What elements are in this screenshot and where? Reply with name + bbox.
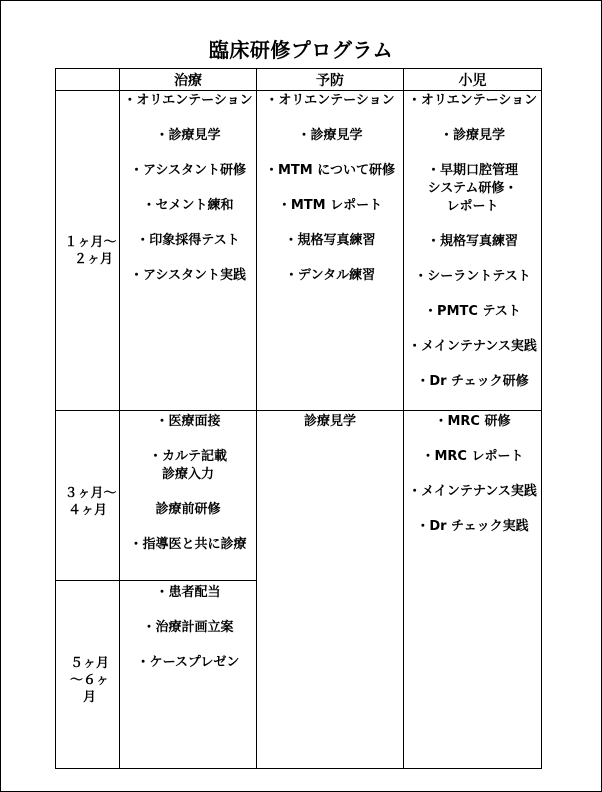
list-item: ・印象採得テスト — [136, 233, 240, 248]
list-item: ・セメント練和 — [142, 198, 234, 213]
list-item: ・MTM レポート — [277, 198, 383, 213]
list-item: ・オリエンテーション — [123, 93, 253, 108]
list-item: ・診療見学 — [439, 128, 505, 143]
list-item: 診療入力 — [161, 467, 214, 482]
period-3 — [56, 655, 119, 706]
row2-prevention-cell — [257, 413, 403, 448]
list-item: ・PMTC テスト — [424, 304, 521, 319]
list-item: ・シーラントテスト — [414, 269, 531, 284]
period-1-line-1: １ヶ月～ — [64, 235, 117, 250]
list-item: ・診療見学 — [155, 128, 221, 143]
table-border-top — [55, 68, 542, 69]
header-treatment: 治療 — [174, 73, 202, 89]
list-item: ・MRC 研修 — [434, 414, 511, 429]
period-1-line-2: ２ヶ月 — [73, 252, 113, 267]
list-item: ・デンタル練習 — [284, 268, 376, 283]
list-item: ・医療面接 — [155, 414, 221, 429]
period-1 — [56, 234, 119, 268]
list-item: ・MTM について研修 — [264, 163, 395, 178]
list-item: ・Dr チェック実践 — [416, 519, 529, 534]
list-item: ・メインテナンス実践 — [408, 484, 537, 499]
list-item: ・オリエンテーション — [265, 93, 395, 108]
period-2 — [56, 485, 119, 519]
list-item: ・早期口腔管理 — [426, 163, 518, 178]
row1-treatment-cell — [120, 92, 256, 302]
list-item: ・カルテ記載 — [148, 449, 227, 464]
list-item: ・アシスタント研修 — [129, 163, 247, 178]
list-item: ・アシスタント実践 — [129, 268, 247, 283]
list-item: ・Dr チェック研修 — [416, 374, 529, 389]
period-2-line-1: ３ヶ月～ — [64, 486, 117, 501]
header-prevention: 予防 — [316, 73, 344, 89]
list-item: 診療前研修 — [155, 502, 221, 517]
period-2-line-2: ４ヶ月 — [67, 503, 107, 518]
table-border-bottom — [55, 768, 542, 769]
row1-prevention-cell — [257, 92, 403, 302]
table-header-divider — [55, 90, 542, 91]
table-row-divider-2 — [55, 580, 257, 581]
header-pediatric: 小児 — [458, 73, 487, 89]
list-item: ・指導医と共に診療 — [129, 537, 247, 552]
list-item: 診療見学 — [303, 414, 356, 429]
list-item: ・オリエンテーション — [407, 93, 538, 108]
row2-treatment-cell — [120, 413, 256, 571]
list-item: ・MRC レポート — [421, 449, 524, 464]
list-item: ・治療計画立案 — [142, 620, 234, 635]
period-3-line-2: ～６ヶ — [69, 673, 109, 688]
list-item: ・患者配当 — [155, 585, 221, 600]
row1-pediatric-cell — [404, 92, 541, 408]
table-row-divider-1 — [55, 410, 542, 411]
list-item: ・診療見学 — [297, 128, 363, 143]
period-3-line-3: 月 — [82, 690, 96, 705]
table-border-right — [541, 68, 542, 769]
page-title: 臨床研修プログラム — [208, 38, 394, 62]
row3-treatment-cell — [120, 584, 256, 689]
row2-pediatric-cell — [404, 413, 541, 553]
list-item: ・規格写真練習 — [284, 233, 376, 248]
list-item: ・メインテナンス実践 — [408, 339, 537, 354]
list-item: ・ケースプレゼン — [136, 655, 240, 670]
list-item: ・規格写真練習 — [426, 234, 518, 249]
list-item: レポート — [446, 199, 499, 214]
list-item: システム研修・ — [427, 181, 518, 196]
period-3-line-1: ５ヶ月 — [69, 656, 109, 671]
